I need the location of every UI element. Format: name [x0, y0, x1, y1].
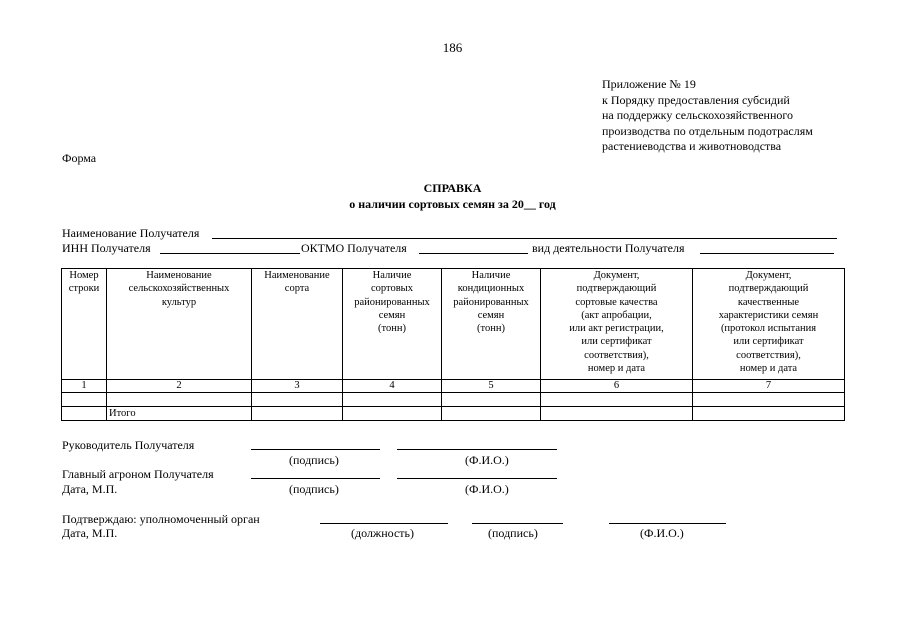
column-number: 5 — [442, 380, 541, 393]
oktmo-label: ОКТМО Получателя — [301, 241, 407, 255]
header-line: районированных — [354, 296, 430, 308]
header-line: (тонн) — [378, 323, 406, 335]
table-cell[interactable] — [343, 393, 442, 407]
header-line: или сертификат — [581, 336, 652, 348]
table-cell[interactable] — [541, 407, 693, 421]
header-line: семян — [378, 309, 406, 321]
table-cell[interactable] — [62, 407, 107, 421]
appendix-line: на поддержку сельскохозяйственного — [602, 108, 794, 122]
confirm-date-mp-label: Дата, М.П. — [62, 526, 118, 540]
header-line: Наличие — [372, 270, 412, 281]
header-line: Наличие — [471, 270, 511, 281]
table-cell[interactable] — [252, 407, 343, 421]
table-cell[interactable] — [442, 407, 541, 421]
appendix-line: Приложение № 19 — [602, 77, 696, 91]
year-blank: __ — [523, 197, 536, 211]
table-row — [62, 393, 845, 407]
header-line: (протокол испытания — [720, 323, 817, 335]
recipient-name-line[interactable] — [212, 238, 837, 239]
column-number: 6 — [541, 380, 693, 393]
column-number: 2 — [107, 380, 252, 393]
table-cell[interactable] — [252, 393, 343, 407]
header-line: качественные — [737, 296, 800, 308]
header-line: сорта — [284, 283, 310, 295]
head-fio-caption: (Ф.И.О.) — [465, 453, 509, 467]
header-varietal-document — [541, 269, 693, 380]
header-line: соответствия), — [736, 349, 801, 361]
table-cell[interactable] — [541, 393, 693, 407]
confirm-label: Подтверждаю: уполномоченный орган — [62, 512, 260, 526]
seeds-table — [61, 268, 845, 421]
confirm-position-caption: (должность) — [351, 526, 414, 540]
head-signature-caption: (подпись) — [289, 453, 339, 467]
confirm-position-line[interactable] — [320, 523, 448, 524]
confirm-signature-line[interactable] — [472, 523, 563, 524]
document-subtitle — [0, 197, 905, 212]
subtitle-suffix: год — [535, 197, 556, 211]
inn-label: ИНН Получателя — [62, 241, 151, 255]
header-line: соответствия), — [584, 349, 649, 361]
header-line: районированных — [453, 296, 529, 308]
appendix-line: к Порядку предоставления субсидий — [602, 92, 790, 107]
confirm-fio-line[interactable] — [609, 523, 726, 524]
confirm-fio-caption: (Ф.И.О.) — [640, 526, 684, 540]
table-cell[interactable] — [62, 393, 107, 407]
confirm-signature-caption: (подпись) — [488, 526, 538, 540]
appendix-line: растениеводства и животноводства — [602, 139, 782, 153]
header-line: сельскохозяйственных — [128, 283, 230, 295]
header-varietal-seeds — [343, 269, 442, 380]
header-line: культур — [161, 296, 197, 308]
header-conditioned-seeds — [442, 269, 541, 380]
activity-line[interactable] — [700, 253, 834, 254]
table-cell[interactable] — [442, 393, 541, 407]
header-line: характеристики семян — [718, 309, 819, 321]
head-label: Руководитель Получателя — [62, 438, 195, 452]
header-line: строки — [68, 283, 100, 295]
subtitle-prefix: о наличии сортовых семян за 20 — [349, 197, 524, 211]
table-cell[interactable] — [693, 407, 845, 421]
head-fio-line[interactable] — [397, 449, 557, 450]
header-line: Номер — [69, 270, 99, 281]
column-number: 1 — [62, 380, 107, 393]
activity-label: вид деятельности Получателя — [532, 241, 685, 255]
agronomist-label: Главный агроном Получателя — [62, 467, 214, 481]
header-quality-document — [693, 269, 845, 380]
form-label: Форма — [62, 151, 97, 165]
column-number: 7 — [693, 380, 845, 393]
header-line: Наименование — [264, 270, 330, 281]
agronomist-fio-caption: (Ф.И.О.) — [465, 482, 509, 496]
column-number: 3 — [252, 380, 343, 393]
head-signature-line[interactable] — [251, 449, 380, 450]
header-line: кондиционных — [457, 283, 525, 295]
appendix-line: производства по отдельным подотраслям — [602, 123, 813, 138]
agronomist-signature-line[interactable] — [251, 478, 380, 479]
header-line: Наименование — [146, 270, 212, 281]
agronomist-signature-caption: (подпись) — [289, 482, 339, 496]
inn-line[interactable] — [160, 253, 300, 254]
header-variety-name — [252, 269, 343, 380]
table-total-row — [62, 407, 845, 421]
recipient-name-label: Наименование Получателя — [62, 226, 200, 240]
header-line: номер и дата — [587, 363, 646, 375]
table-cell[interactable] — [107, 393, 252, 407]
header-line: (тонн) — [477, 323, 505, 335]
appendix-block — [602, 77, 813, 155]
document-title: СПРАВКА — [423, 181, 482, 195]
header-line: Документ, — [745, 270, 792, 281]
header-crop-name — [107, 269, 252, 380]
oktmo-line[interactable] — [419, 253, 528, 254]
header-line: сортовых — [371, 283, 413, 295]
header-line: подтверждающий — [728, 283, 809, 295]
total-label: Итого — [107, 407, 252, 421]
header-line: Документ, — [593, 270, 640, 281]
table-cell[interactable] — [693, 393, 845, 407]
date-mp-label: Дата, М.П. — [62, 482, 118, 496]
agronomist-fio-line[interactable] — [397, 478, 557, 479]
header-line: номер и дата — [739, 363, 798, 375]
table-cell[interactable] — [343, 407, 442, 421]
header-line: (акт апробации, — [581, 309, 652, 321]
header-line: или акт регистрации, — [569, 323, 664, 335]
page-number: 186 — [442, 40, 463, 55]
header-line: или сертификат — [733, 336, 804, 348]
table-header-row — [62, 269, 845, 380]
table-number-row — [62, 380, 845, 393]
header-row-number — [62, 269, 107, 380]
column-number: 4 — [343, 380, 442, 393]
header-line: подтверждающий — [576, 283, 657, 295]
header-line: семян — [477, 309, 505, 321]
header-line: сортовые качества — [575, 296, 658, 308]
